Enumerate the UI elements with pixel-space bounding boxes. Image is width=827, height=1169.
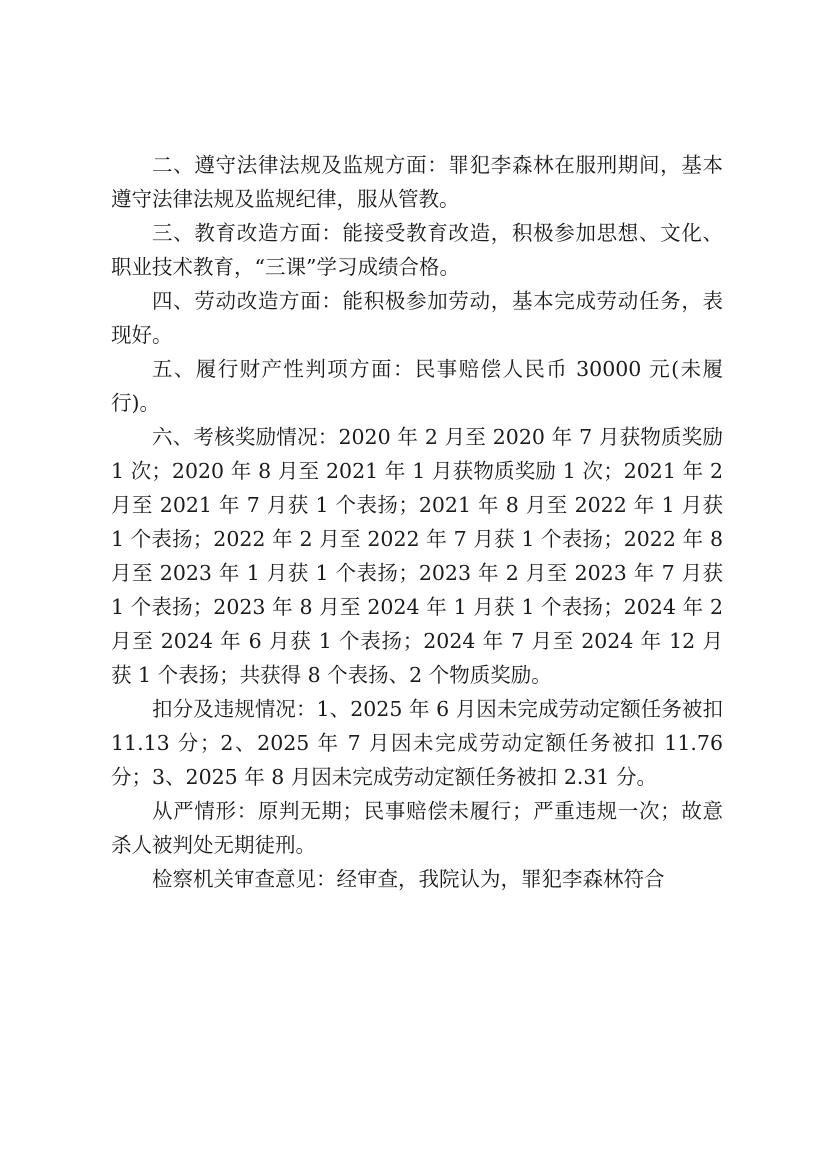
- document-body: [111, 148, 723, 896]
- paragraph-assessment-rewards: 六、考核奖励情况：2020 年 2 月至 2020 年 7 月获物质奖励 1 次；2020 年 8 月至 2021 年 1 月获物质奖励 1 次；2021 年 2 月至 2021 年 7 月获 1 个表扬；2021 年 8 月至 2022 年 1 月获 1 个表扬；2022 年 2 月至 2022 年 7 月获 1 个表扬；2022 年 8 月至 2023 年 1 月获 1 个表扬；2023 年 2 月至 2023 年 7 月获 1 个表扬；2023 年 8 月至 2024 年 1 月获 1 个表扬；2024 年 2 月至 2024 年 6 月获 1 个表扬；2024 年 7 月至 2024 年 12 月获 1 个表扬；共获得 8 个表扬、2 个物质奖励。: [111, 425, 723, 687]
- paragraph-deductions-violations: 扣分及违规情况：1、2025 年 6 月因未完成劳动定额任务被扣 11.13 分；2、2025 年 7 月因未完成劳动定额任务被扣 11.76 分；3、2025 年 8 月因未完成劳动定额任务被扣 2.31 分。: [111, 697, 723, 789]
- paragraph-strict-circumstances: 从严情形：原判无期；民事赔偿未履行；严重违规一次；故意杀人被判处无期徒刑。: [111, 799, 723, 857]
- paragraph-education-reform: 三、教育改造方面：能接受教育改造，积极参加思想、文化、职业技术教育，“三课”学习成绩合格。: [111, 221, 723, 279]
- paragraph-labor-reform: 四、劳动改造方面：能积极参加劳动，基本完成劳动任务，表现好。: [111, 289, 723, 347]
- paragraph-property-judgment: 五、履行财产性判项方面：民事赔偿人民币 30000 元(未履行)。: [111, 357, 723, 415]
- paragraph-law-compliance: 二、遵守法律法规及监规方面：罪犯李森林在服刑期间，基本遵守法律法规及监规纪律，服从管教。: [111, 153, 723, 211]
- paragraph-procuratorate-opinion: 检察机关审查意见：经审查，我院认为，罪犯李森林符合: [152, 867, 665, 891]
